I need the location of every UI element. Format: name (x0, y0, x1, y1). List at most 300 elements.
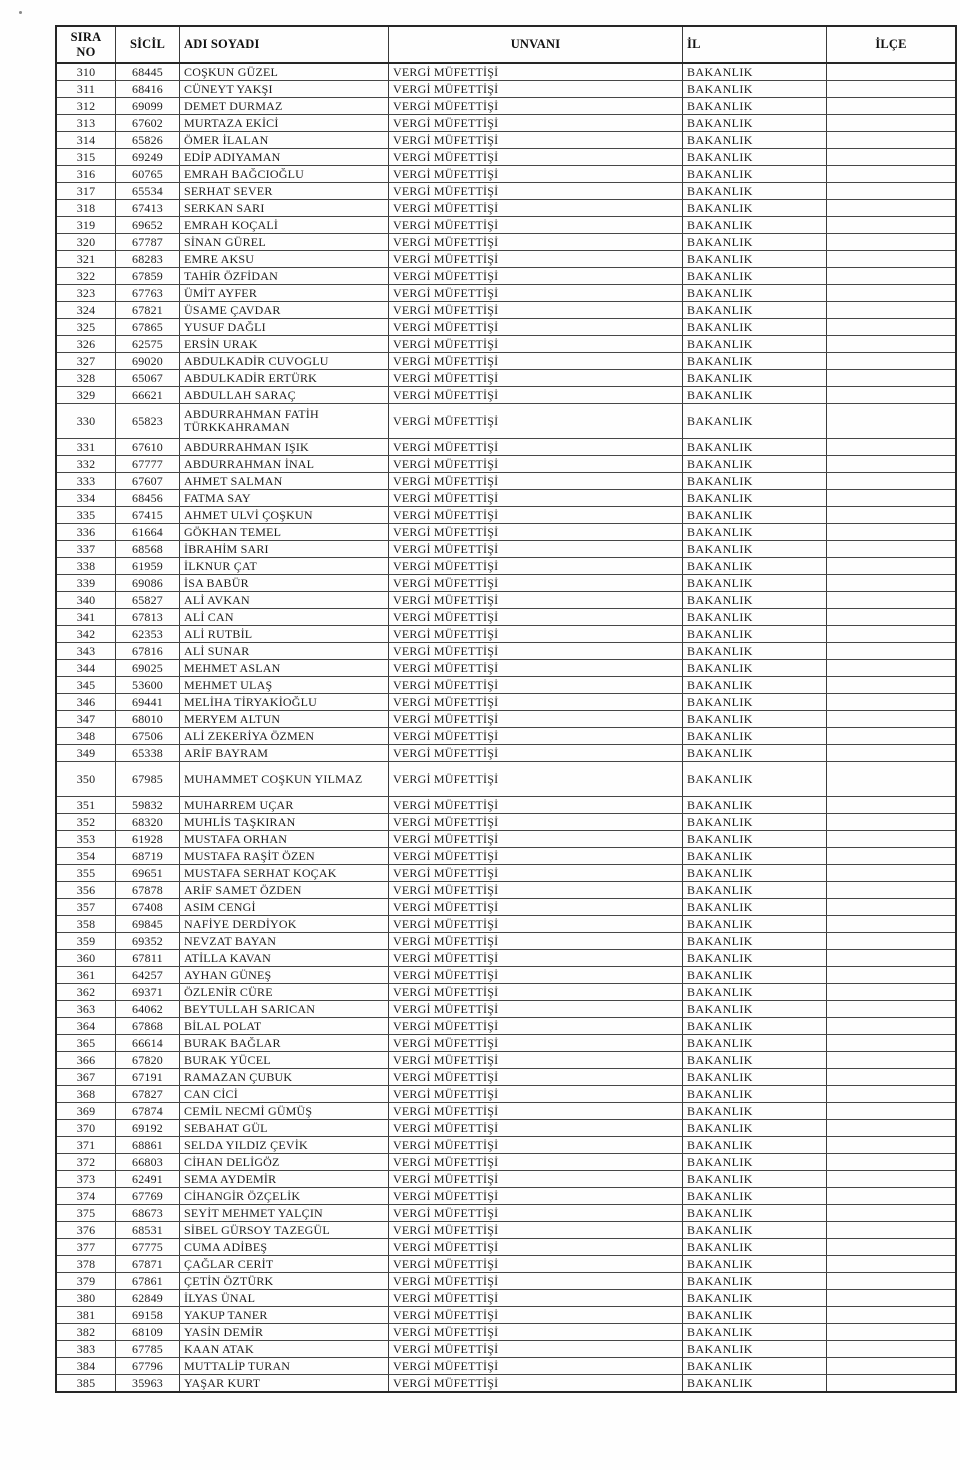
cell-adi-soyadi: ALİ CAN (180, 609, 389, 626)
cell-ilce (827, 1358, 957, 1375)
table-row (56, 319, 956, 336)
cell-ilce (827, 933, 957, 950)
table-row (56, 439, 956, 456)
cell-ilce (827, 319, 957, 336)
cell-sicil: 67811 (116, 950, 180, 967)
table-row (56, 370, 956, 387)
cell-sicil: 69845 (116, 916, 180, 933)
cell-unvani: VERGİ MÜFETTİŞİ (389, 1239, 683, 1256)
cell-unvani: VERGİ MÜFETTİŞİ (389, 1103, 683, 1120)
cell-unvani: VERGİ MÜFETTİŞİ (389, 302, 683, 319)
cell-ilce (827, 98, 957, 115)
cell-sicil: 69158 (116, 1307, 180, 1324)
cell-unvani: VERGİ MÜFETTİŞİ (389, 848, 683, 865)
cell-sira-no: 313 (56, 115, 116, 132)
cell-sira-no: 331 (56, 439, 116, 456)
cell-adi-soyadi: MEHMET ASLAN (180, 660, 389, 677)
cell-ilce (827, 200, 957, 217)
cell-sicil: 69020 (116, 353, 180, 370)
cell-unvani: VERGİ MÜFETTİŞİ (389, 524, 683, 541)
cell-adi-soyadi: MELİHA TİRYAKİOĞLU (180, 694, 389, 711)
table-row (56, 967, 956, 984)
table-row (56, 81, 956, 98)
cell-adi-soyadi: ABDURRAHMAN FATİH TÜRKKAHRAMAN (180, 404, 389, 439)
cell-ilce (827, 916, 957, 933)
table-row (56, 694, 956, 711)
cell-adi-soyadi: BURAK BAĞLAR (180, 1035, 389, 1052)
cell-sicil: 67763 (116, 285, 180, 302)
table-row (56, 1103, 956, 1120)
cell-sira-no: 362 (56, 984, 116, 1001)
table-row (56, 677, 956, 694)
cell-sira-no: 381 (56, 1307, 116, 1324)
cell-unvani: VERGİ MÜFETTİŞİ (389, 1035, 683, 1052)
cell-il: BAKANLIK (683, 1171, 827, 1188)
cell-il: BAKANLIK (683, 63, 827, 81)
cell-sicil: 61959 (116, 558, 180, 575)
cell-sicil: 69249 (116, 149, 180, 166)
table-row (56, 1256, 956, 1273)
cell-ilce (827, 1324, 957, 1341)
cell-sicil: 67816 (116, 643, 180, 660)
table-row (56, 1171, 956, 1188)
cell-ilce (827, 217, 957, 234)
cell-adi-soyadi: ALİ ZEKERİYA ÖZMEN (180, 728, 389, 745)
cell-sira-no: 384 (56, 1358, 116, 1375)
table-row (56, 490, 956, 507)
cell-sicil: 65338 (116, 745, 180, 762)
cell-sira-no: 356 (56, 882, 116, 899)
cell-il: BAKANLIK (683, 882, 827, 899)
cell-sicil: 67408 (116, 899, 180, 916)
cell-il: BAKANLIK (683, 797, 827, 814)
cell-sira-no: 383 (56, 1341, 116, 1358)
cell-sira-no: 372 (56, 1154, 116, 1171)
cell-adi-soyadi: CEMİL NECMİ GÜMÜŞ (180, 1103, 389, 1120)
table-row (56, 200, 956, 217)
cell-unvani: VERGİ MÜFETTİŞİ (389, 439, 683, 456)
cell-adi-soyadi: NAFİYE DERDİYOK (180, 916, 389, 933)
cell-sira-no: 340 (56, 592, 116, 609)
table-row (56, 575, 956, 592)
table-row (56, 541, 956, 558)
cell-adi-soyadi: AYHAN GÜNEŞ (180, 967, 389, 984)
cell-unvani: VERGİ MÜFETTİŞİ (389, 336, 683, 353)
cell-sira-no: 329 (56, 387, 116, 404)
cell-sira-no: 347 (56, 711, 116, 728)
cell-unvani: VERGİ MÜFETTİŞİ (389, 694, 683, 711)
cell-sira-no: 327 (56, 353, 116, 370)
table-row (56, 899, 956, 916)
cell-sicil: 69652 (116, 217, 180, 234)
cell-sira-no: 368 (56, 1086, 116, 1103)
cell-unvani: VERGİ MÜFETTİŞİ (389, 1375, 683, 1393)
table-body (56, 63, 956, 1392)
cell-adi-soyadi: ABDURRAHMAN İNAL (180, 456, 389, 473)
cell-ilce (827, 490, 957, 507)
cell-unvani: VERGİ MÜFETTİŞİ (389, 882, 683, 899)
cell-ilce (827, 1171, 957, 1188)
cell-il: BAKANLIK (683, 302, 827, 319)
cell-sira-no: 375 (56, 1205, 116, 1222)
cell-unvani: VERGİ MÜFETTİŞİ (389, 677, 683, 694)
cell-unvani: VERGİ MÜFETTİŞİ (389, 984, 683, 1001)
cell-sicil: 68010 (116, 711, 180, 728)
cell-adi-soyadi: ERSİN URAK (180, 336, 389, 353)
cell-unvani: VERGİ MÜFETTİŞİ (389, 1086, 683, 1103)
cell-il: BAKANLIK (683, 1290, 827, 1307)
table-row (56, 592, 956, 609)
cell-il: BAKANLIK (683, 1188, 827, 1205)
cell-adi-soyadi: NEVZAT BAYAN (180, 933, 389, 950)
cell-adi-soyadi: MEHMET ULAŞ (180, 677, 389, 694)
cell-adi-soyadi: MUSTAFA ORHAN (180, 831, 389, 848)
cell-unvani: VERGİ MÜFETTİŞİ (389, 1137, 683, 1154)
cell-ilce (827, 81, 957, 98)
cell-unvani: VERGİ MÜFETTİŞİ (389, 1273, 683, 1290)
table-row (56, 609, 956, 626)
cell-adi-soyadi: ÖMER İLALAN (180, 132, 389, 149)
cell-unvani: VERGİ MÜFETTİŞİ (389, 200, 683, 217)
table-row (56, 1239, 956, 1256)
cell-unvani: VERGİ MÜFETTİŞİ (389, 916, 683, 933)
cell-ilce (827, 268, 957, 285)
cell-adi-soyadi: FATMA SAY (180, 490, 389, 507)
table-row (56, 1154, 956, 1171)
cell-sira-no: 377 (56, 1239, 116, 1256)
table-row (56, 1307, 956, 1324)
table-row (56, 302, 956, 319)
cell-adi-soyadi: KAAN ATAK (180, 1341, 389, 1358)
cell-il: BAKANLIK (683, 814, 827, 831)
cell-ilce (827, 439, 957, 456)
table-row (56, 1069, 956, 1086)
cell-adi-soyadi: ALİ RUTBİL (180, 626, 389, 643)
cell-ilce (827, 370, 957, 387)
cell-sira-no: 378 (56, 1256, 116, 1273)
cell-sicil: 67861 (116, 1273, 180, 1290)
cell-sicil: 67602 (116, 115, 180, 132)
cell-adi-soyadi: CAN CİCİ (180, 1086, 389, 1103)
cell-sira-no: 376 (56, 1222, 116, 1239)
cell-sira-no: 322 (56, 268, 116, 285)
table-row (56, 149, 956, 166)
cell-adi-soyadi: İLYAS ÜNAL (180, 1290, 389, 1307)
cell-il: BAKANLIK (683, 1273, 827, 1290)
cell-il: BAKANLIK (683, 831, 827, 848)
table-row (56, 882, 956, 899)
cell-adi-soyadi: AHMET SALMAN (180, 473, 389, 490)
cell-sicil: 68416 (116, 81, 180, 98)
table-row (56, 1375, 956, 1393)
cell-adi-soyadi: ARİF BAYRAM (180, 745, 389, 762)
cell-il: BAKANLIK (683, 1205, 827, 1222)
cell-sira-no: 363 (56, 1001, 116, 1018)
table-row (56, 950, 956, 967)
cell-unvani: VERGİ MÜFETTİŞİ (389, 950, 683, 967)
cell-sicil: 66614 (116, 1035, 180, 1052)
cell-adi-soyadi: CUMA ADİBEŞ (180, 1239, 389, 1256)
cell-ilce (827, 1273, 957, 1290)
table-row (56, 1052, 956, 1069)
cell-sira-no: 351 (56, 797, 116, 814)
table-row (56, 251, 956, 268)
cell-adi-soyadi: AHMET ULVİ ÇOŞKUN (180, 507, 389, 524)
cell-adi-soyadi: MERYEM ALTUN (180, 711, 389, 728)
cell-il: BAKANLIK (683, 916, 827, 933)
header-sicil: SİCİL (116, 26, 180, 63)
table-row (56, 456, 956, 473)
cell-unvani: VERGİ MÜFETTİŞİ (389, 268, 683, 285)
cell-ilce (827, 1222, 957, 1239)
cell-sicil: 65067 (116, 370, 180, 387)
cell-il: BAKANLIK (683, 524, 827, 541)
cell-sira-no: 317 (56, 183, 116, 200)
table-row (56, 1018, 956, 1035)
cell-ilce (827, 541, 957, 558)
cell-ilce (827, 762, 957, 797)
cell-sira-no: 385 (56, 1375, 116, 1393)
cell-sira-no: 380 (56, 1290, 116, 1307)
cell-sira-no: 359 (56, 933, 116, 950)
cell-ilce (827, 694, 957, 711)
cell-sicil: 67607 (116, 473, 180, 490)
cell-sicil: 67777 (116, 456, 180, 473)
cell-adi-soyadi: SEBAHAT GÜL (180, 1120, 389, 1137)
cell-adi-soyadi: EDİP ADIYAMAN (180, 149, 389, 166)
cell-unvani: VERGİ MÜFETTİŞİ (389, 1069, 683, 1086)
cell-sicil: 59832 (116, 797, 180, 814)
cell-ilce (827, 1205, 957, 1222)
cell-ilce (827, 302, 957, 319)
cell-il: BAKANLIK (683, 149, 827, 166)
cell-sira-no: 318 (56, 200, 116, 217)
scan-artifact-dot (19, 11, 22, 14)
cell-ilce (827, 473, 957, 490)
table-row (56, 933, 956, 950)
cell-unvani: VERGİ MÜFETTİŞİ (389, 762, 683, 797)
cell-unvani: VERGİ MÜFETTİŞİ (389, 609, 683, 626)
cell-ilce (827, 63, 957, 81)
cell-ilce (827, 1001, 957, 1018)
cell-unvani: VERGİ MÜFETTİŞİ (389, 745, 683, 762)
cell-il: BAKANLIK (683, 387, 827, 404)
cell-il: BAKANLIK (683, 132, 827, 149)
table-row (56, 268, 956, 285)
cell-sicil: 66803 (116, 1154, 180, 1171)
cell-ilce (827, 1154, 957, 1171)
cell-il: BAKANLIK (683, 643, 827, 660)
cell-sicil: 68456 (116, 490, 180, 507)
table-row (56, 831, 956, 848)
cell-il: BAKANLIK (683, 1341, 827, 1358)
cell-unvani: VERGİ MÜFETTİŞİ (389, 319, 683, 336)
table-row (56, 558, 956, 575)
cell-il: BAKANLIK (683, 1120, 827, 1137)
cell-sira-no: 358 (56, 916, 116, 933)
cell-il: BAKANLIK (683, 166, 827, 183)
cell-adi-soyadi: ABDURRAHMAN IŞIK (180, 439, 389, 456)
cell-ilce (827, 1086, 957, 1103)
cell-adi-soyadi: İSA BABÜR (180, 575, 389, 592)
table-row (56, 353, 956, 370)
cell-il: BAKANLIK (683, 183, 827, 200)
cell-il: BAKANLIK (683, 319, 827, 336)
cell-adi-soyadi: SİNAN GÜREL (180, 234, 389, 251)
cell-ilce (827, 1341, 957, 1358)
cell-sira-no: 374 (56, 1188, 116, 1205)
cell-adi-soyadi: TAHİR ÖZFİDAN (180, 268, 389, 285)
cell-unvani: VERGİ MÜFETTİŞİ (389, 711, 683, 728)
cell-sicil: 67191 (116, 1069, 180, 1086)
table-row (56, 848, 956, 865)
cell-ilce (827, 1137, 957, 1154)
cell-ilce (827, 404, 957, 439)
cell-il: BAKANLIK (683, 745, 827, 762)
cell-ilce (827, 251, 957, 268)
cell-ilce (827, 1307, 957, 1324)
cell-sicil: 67415 (116, 507, 180, 524)
cell-adi-soyadi: YAŞAR KURT (180, 1375, 389, 1393)
cell-sicil: 68719 (116, 848, 180, 865)
cell-sira-no: 310 (56, 63, 116, 81)
cell-sira-no: 311 (56, 81, 116, 98)
cell-sira-no: 348 (56, 728, 116, 745)
cell-unvani: VERGİ MÜFETTİŞİ (389, 1290, 683, 1307)
cell-sicil: 67821 (116, 302, 180, 319)
cell-adi-soyadi: SELDA YILDIZ ÇEVİK (180, 1137, 389, 1154)
cell-ilce (827, 797, 957, 814)
cell-adi-soyadi: ABDULKADİR ERTÜRK (180, 370, 389, 387)
header-row (56, 26, 956, 63)
cell-sicil: 62849 (116, 1290, 180, 1307)
cell-sira-no: 319 (56, 217, 116, 234)
cell-ilce (827, 882, 957, 899)
cell-ilce (827, 1035, 957, 1052)
cell-adi-soyadi: CİHAN DELİGÖZ (180, 1154, 389, 1171)
cell-ilce (827, 677, 957, 694)
cell-sicil: 68445 (116, 63, 180, 81)
cell-sicil: 69352 (116, 933, 180, 950)
cell-sicil: 65534 (116, 183, 180, 200)
table-row (56, 1358, 956, 1375)
cell-sira-no: 367 (56, 1069, 116, 1086)
cell-il: BAKANLIK (683, 1358, 827, 1375)
cell-sicil: 68320 (116, 814, 180, 831)
table-row (56, 183, 956, 200)
cell-adi-soyadi: BURAK YÜCEL (180, 1052, 389, 1069)
cell-il: BAKANLIK (683, 1001, 827, 1018)
cell-sira-no: 314 (56, 132, 116, 149)
cell-ilce (827, 609, 957, 626)
cell-adi-soyadi: ABDULKADİR CUVOGLU (180, 353, 389, 370)
cell-il: BAKANLIK (683, 609, 827, 626)
cell-sira-no: 333 (56, 473, 116, 490)
cell-sicil: 69192 (116, 1120, 180, 1137)
cell-sira-no: 320 (56, 234, 116, 251)
cell-unvani: VERGİ MÜFETTİŞİ (389, 234, 683, 251)
cell-unvani: VERGİ MÜFETTİŞİ (389, 490, 683, 507)
table-row (56, 166, 956, 183)
cell-adi-soyadi: MUHAMMET COŞKUN YILMAZ (180, 762, 389, 797)
cell-sicil: 69099 (116, 98, 180, 115)
cell-sira-no: 316 (56, 166, 116, 183)
cell-sira-no: 382 (56, 1324, 116, 1341)
cell-il: BAKANLIK (683, 251, 827, 268)
table-row (56, 217, 956, 234)
cell-unvani: VERGİ MÜFETTİŞİ (389, 1120, 683, 1137)
cell-unvani: VERGİ MÜFETTİŞİ (389, 1052, 683, 1069)
table-row (56, 916, 956, 933)
cell-il: BAKANLIK (683, 98, 827, 115)
cell-adi-soyadi: ÇETİN ÖZTÜRK (180, 1273, 389, 1290)
cell-sira-no: 352 (56, 814, 116, 831)
cell-unvani: VERGİ MÜFETTİŞİ (389, 728, 683, 745)
cell-ilce (827, 814, 957, 831)
cell-il: BAKANLIK (683, 933, 827, 950)
cell-il: BAKANLIK (683, 541, 827, 558)
cell-sira-no: 350 (56, 762, 116, 797)
cell-unvani: VERGİ MÜFETTİŞİ (389, 967, 683, 984)
cell-adi-soyadi: ALİ SUNAR (180, 643, 389, 660)
table-row (56, 115, 956, 132)
cell-sira-no: 357 (56, 899, 116, 916)
cell-ilce (827, 285, 957, 302)
cell-ilce (827, 967, 957, 984)
cell-unvani: VERGİ MÜFETTİŞİ (389, 183, 683, 200)
cell-sira-no: 370 (56, 1120, 116, 1137)
cell-unvani: VERGİ MÜFETTİŞİ (389, 132, 683, 149)
table-row (56, 387, 956, 404)
cell-sicil: 65826 (116, 132, 180, 149)
cell-ilce (827, 1239, 957, 1256)
cell-unvani: VERGİ MÜFETTİŞİ (389, 1307, 683, 1324)
cell-il: BAKANLIK (683, 490, 827, 507)
cell-unvani: VERGİ MÜFETTİŞİ (389, 285, 683, 302)
cell-adi-soyadi: İLKNUR ÇAT (180, 558, 389, 575)
cell-sira-no: 353 (56, 831, 116, 848)
cell-sicil: 69025 (116, 660, 180, 677)
cell-sicil: 65823 (116, 404, 180, 439)
cell-ilce (827, 984, 957, 1001)
cell-sicil: 68109 (116, 1324, 180, 1341)
cell-unvani: VERGİ MÜFETTİŞİ (389, 797, 683, 814)
table-row (56, 1035, 956, 1052)
cell-adi-soyadi: MUSTAFA SERHAT KOÇAK (180, 865, 389, 882)
cell-sicil: 67813 (116, 609, 180, 626)
cell-ilce (827, 507, 957, 524)
cell-adi-soyadi: ÜMİT AYFER (180, 285, 389, 302)
cell-sicil: 69371 (116, 984, 180, 1001)
cell-adi-soyadi: MUHLİS TAŞKIRAN (180, 814, 389, 831)
cell-sira-no: 335 (56, 507, 116, 524)
cell-sicil: 68673 (116, 1205, 180, 1222)
cell-sira-no: 330 (56, 404, 116, 439)
cell-unvani: VERGİ MÜFETTİŞİ (389, 1222, 683, 1239)
cell-unvani: VERGİ MÜFETTİŞİ (389, 643, 683, 660)
cell-ilce (827, 950, 957, 967)
cell-unvani: VERGİ MÜFETTİŞİ (389, 473, 683, 490)
cell-sira-no: 365 (56, 1035, 116, 1052)
cell-sicil: 62575 (116, 336, 180, 353)
cell-adi-soyadi: ÖZLENİR CÜRE (180, 984, 389, 1001)
cell-unvani: VERGİ MÜFETTİŞİ (389, 149, 683, 166)
cell-ilce (827, 745, 957, 762)
cell-sira-no: 346 (56, 694, 116, 711)
table-row (56, 797, 956, 814)
cell-unvani: VERGİ MÜFETTİŞİ (389, 98, 683, 115)
cell-unvani: VERGİ MÜFETTİŞİ (389, 1205, 683, 1222)
